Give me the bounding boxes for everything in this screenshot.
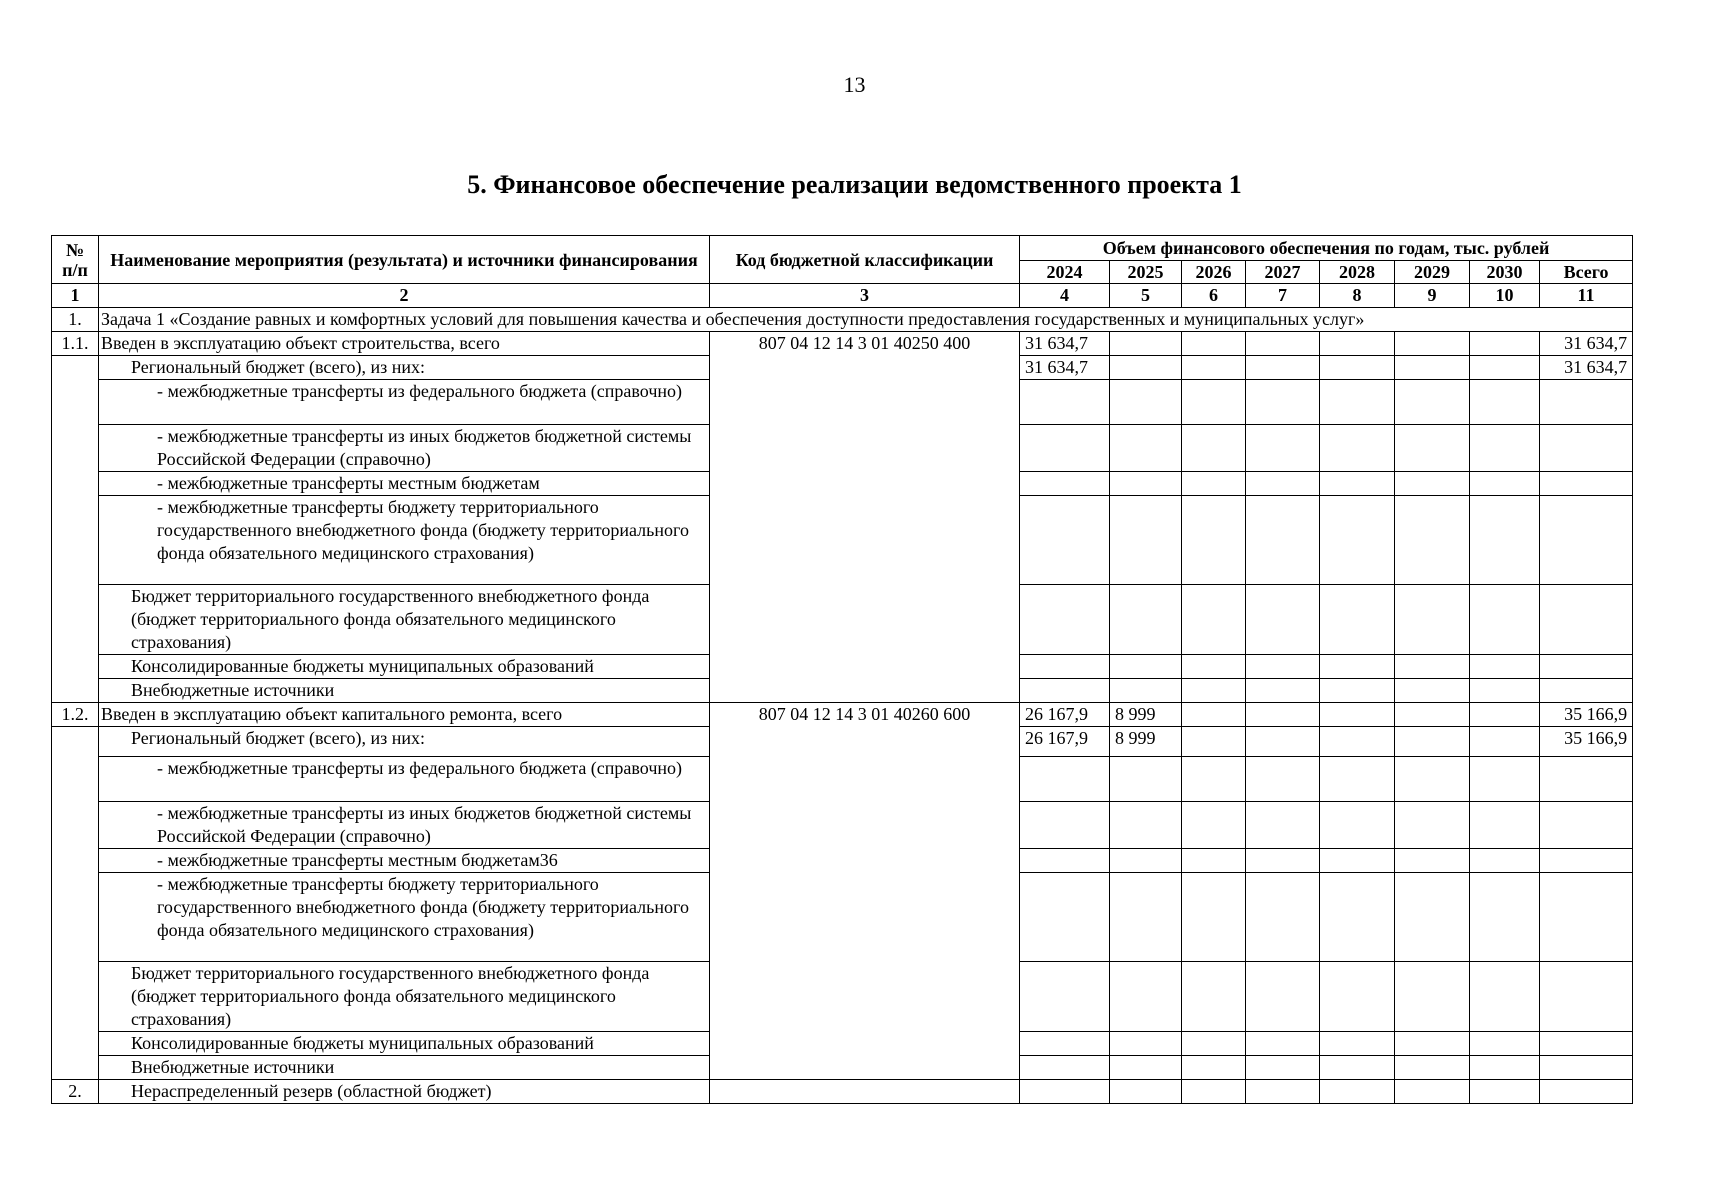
budget-code: 807 04 12 14 3 01 40250 400 <box>710 332 1020 703</box>
value-cell <box>1246 496 1320 585</box>
row-label: - межбюджетные трансферты бюджету территориального государственного внебюджетного фонда (бюджету территориального фонда обязательного медицинского страхования) <box>99 873 710 962</box>
value-total <box>1540 472 1633 496</box>
value-cell <box>1395 425 1470 472</box>
value-cell <box>1020 1056 1110 1080</box>
value-cell <box>1395 1056 1470 1080</box>
value-cell <box>1020 849 1110 873</box>
value-cell: 26 167,9 <box>1020 727 1110 757</box>
value-cell <box>1320 585 1395 655</box>
row-label: Внебюджетные источники <box>99 679 710 703</box>
value-cell <box>1246 1056 1320 1080</box>
task-num: 1. <box>52 308 99 332</box>
value-cell <box>1320 425 1395 472</box>
value-cell <box>1395 332 1470 356</box>
value-cell <box>1182 802 1246 849</box>
value-cell <box>1020 802 1110 849</box>
value-cell <box>1110 496 1182 585</box>
value-cell <box>1320 962 1395 1032</box>
value-cell <box>1470 703 1540 727</box>
value-cell <box>1246 332 1320 356</box>
row-label: Консолидированные бюджеты муниципальных образований <box>99 1032 710 1056</box>
value-cell <box>1110 356 1182 380</box>
row-num: 2. <box>52 1080 99 1104</box>
value-cell <box>1395 380 1470 425</box>
row-num: 1.1. <box>52 332 99 356</box>
row-label: Введен в эксплуатацию объект строительства, всего <box>99 332 710 356</box>
empty-cell <box>1470 1080 1540 1104</box>
header-volume: Объем финансового обеспечения по годам, тыс. рублей <box>1020 236 1633 261</box>
column-number: 6 <box>1182 284 1246 308</box>
value-cell <box>1470 356 1540 380</box>
empty-cell <box>1320 1080 1395 1104</box>
header-year: 2026 <box>1182 261 1246 284</box>
financing-table <box>51 235 1633 1104</box>
value-cell <box>1182 655 1246 679</box>
value-cell <box>1320 873 1395 962</box>
value-cell <box>1320 472 1395 496</box>
row-label: - межбюджетные трансферты местным бюджетам <box>99 472 710 496</box>
value-cell <box>1110 472 1182 496</box>
value-total <box>1540 849 1633 873</box>
value-cell <box>1395 496 1470 585</box>
value-cell <box>1246 585 1320 655</box>
value-cell <box>1320 1032 1395 1056</box>
column-number: 11 <box>1540 284 1633 308</box>
empty-cell <box>1246 1080 1320 1104</box>
value-cell <box>1182 380 1246 425</box>
value-cell <box>1110 655 1182 679</box>
value-cell <box>1395 802 1470 849</box>
header-total: Всего <box>1540 261 1633 284</box>
row-label: - межбюджетные трансферты из иных бюджетов бюджетной системы Российской Федерации (справочно) <box>99 802 710 849</box>
header-year: 2028 <box>1320 261 1395 284</box>
value-cell <box>1246 472 1320 496</box>
value-cell <box>1470 585 1540 655</box>
value-cell <box>1110 1032 1182 1056</box>
header-name: Наименование мероприятия (результата) и источники финансирования <box>99 236 710 284</box>
value-cell <box>1020 873 1110 962</box>
value-cell <box>1020 962 1110 1032</box>
value-total: 31 634,7 <box>1540 332 1633 356</box>
row-label: - межбюджетные трансферты местным бюджетам36 <box>99 849 710 873</box>
column-number: 3 <box>710 284 1020 308</box>
value-cell <box>1320 380 1395 425</box>
empty-cell <box>1395 1080 1470 1104</box>
value-cell <box>1395 703 1470 727</box>
value-cell <box>1182 585 1246 655</box>
value-total <box>1540 585 1633 655</box>
value-cell <box>1020 425 1110 472</box>
value-cell <box>1182 496 1246 585</box>
value-total <box>1540 962 1633 1032</box>
row-label: Введен в эксплуатацию объект капитального ремонта, всего <box>99 703 710 727</box>
value-cell <box>1246 849 1320 873</box>
value-cell <box>1182 849 1246 873</box>
value-cell <box>1470 849 1540 873</box>
column-number: 7 <box>1246 284 1320 308</box>
value-cell <box>1110 1056 1182 1080</box>
row-label: - межбюджетные трансферты из федерального бюджета (справочно) <box>99 757 710 802</box>
empty-cell <box>1020 1080 1110 1104</box>
value-cell <box>1470 802 1540 849</box>
value-cell <box>1020 655 1110 679</box>
value-cell <box>1020 496 1110 585</box>
value-cell: 31 634,7 <box>1020 356 1110 380</box>
table-row <box>52 703 1633 727</box>
header-year: 2029 <box>1395 261 1470 284</box>
value-total <box>1540 496 1633 585</box>
value-cell <box>1246 873 1320 962</box>
value-cell <box>1182 703 1246 727</box>
value-cell <box>1470 727 1540 757</box>
value-cell <box>1320 727 1395 757</box>
value-cell <box>1246 703 1320 727</box>
row-label: Региональный бюджет (всего), из них: <box>99 356 710 380</box>
value-cell <box>1320 703 1395 727</box>
value-cell <box>1395 757 1470 802</box>
value-cell <box>1470 1032 1540 1056</box>
row-label: Бюджет территориального государственного внебюджетного фонда (бюджет территориального фонда обязательного медицинского страхования) <box>99 962 710 1032</box>
value-cell <box>1395 1032 1470 1056</box>
value-total <box>1540 425 1633 472</box>
value-cell <box>1395 849 1470 873</box>
page-number: 13 <box>843 72 866 97</box>
empty-num-cell <box>52 727 99 1080</box>
value-cell <box>1020 1032 1110 1056</box>
empty-cell <box>1182 1080 1246 1104</box>
value-cell <box>1110 332 1182 356</box>
value-total <box>1540 757 1633 802</box>
value-cell <box>1110 873 1182 962</box>
value-cell <box>1395 655 1470 679</box>
value-cell <box>1182 962 1246 1032</box>
value-cell <box>1320 356 1395 380</box>
value-cell <box>1246 380 1320 425</box>
column-number: 2 <box>99 284 710 308</box>
empty-cell <box>1540 1080 1633 1104</box>
value-cell <box>1470 655 1540 679</box>
value-total <box>1540 655 1633 679</box>
value-cell <box>1246 655 1320 679</box>
value-cell <box>1020 679 1110 703</box>
value-cell <box>1395 472 1470 496</box>
value-cell <box>1470 873 1540 962</box>
header-code: Код бюджетной классификации <box>710 236 1020 284</box>
value-total <box>1540 380 1633 425</box>
value-cell <box>1470 425 1540 472</box>
value-cell <box>1020 472 1110 496</box>
value-cell <box>1320 496 1395 585</box>
value-cell <box>1470 962 1540 1032</box>
value-cell <box>1020 757 1110 802</box>
value-cell <box>1246 425 1320 472</box>
value-cell <box>1182 332 1246 356</box>
value-cell <box>1246 679 1320 703</box>
value-cell <box>1470 332 1540 356</box>
header-num: № п/п <box>52 236 99 284</box>
row-label: - межбюджетные трансферты из федерального бюджета (справочно) <box>99 380 710 425</box>
value-cell <box>1182 425 1246 472</box>
value-total <box>1540 802 1633 849</box>
value-cell <box>1182 356 1246 380</box>
value-cell <box>1110 802 1182 849</box>
reserve-row <box>52 1080 1633 1104</box>
value-cell <box>1182 679 1246 703</box>
header-year: 2025 <box>1110 261 1182 284</box>
empty-num-cell <box>52 356 99 703</box>
value-cell <box>1395 962 1470 1032</box>
row-label: Бюджет территориального государственного внебюджетного фонда (бюджет территориального фонда обязательного медицинского страхования) <box>99 585 710 655</box>
value-cell <box>1110 585 1182 655</box>
row-label: Нераспределенный резерв (областной бюджет) <box>99 1080 710 1104</box>
value-cell <box>1470 757 1540 802</box>
page-title: 5. Финансовое обеспечение реализации ведомственного проекта 1 <box>467 170 1242 199</box>
column-number: 8 <box>1320 284 1395 308</box>
empty-cell <box>710 1080 1020 1104</box>
value-cell <box>1320 1056 1395 1080</box>
value-cell <box>1246 727 1320 757</box>
value-cell <box>1395 679 1470 703</box>
value-total: 35 166,9 <box>1540 703 1633 727</box>
column-number: 1 <box>52 284 99 308</box>
value-cell <box>1020 585 1110 655</box>
row-label: Внебюджетные источники <box>99 1056 710 1080</box>
value-total: 35 166,9 <box>1540 727 1633 757</box>
value-cell <box>1470 1056 1540 1080</box>
value-cell <box>1246 962 1320 1032</box>
column-number: 4 <box>1020 284 1110 308</box>
value-cell <box>1246 1032 1320 1056</box>
value-total <box>1540 679 1633 703</box>
value-cell <box>1395 873 1470 962</box>
value-cell: 26 167,9 <box>1020 703 1110 727</box>
value-cell <box>1320 802 1395 849</box>
value-cell <box>1395 585 1470 655</box>
task-text: Задача 1 «Создание равных и комфортных условий для повышения качества и обеспечения доступности предоставления государственных и муниципальных услуг» <box>99 308 1633 332</box>
value-cell <box>1110 380 1182 425</box>
value-cell <box>1110 679 1182 703</box>
value-cell <box>1110 425 1182 472</box>
value-cell <box>1182 873 1246 962</box>
value-cell <box>1395 727 1470 757</box>
value-cell <box>1182 1056 1246 1080</box>
row-label: Региональный бюджет (всего), из них: <box>99 727 710 757</box>
value-cell: 31 634,7 <box>1020 332 1110 356</box>
value-cell <box>1110 757 1182 802</box>
value-cell <box>1320 332 1395 356</box>
value-cell <box>1110 962 1182 1032</box>
value-cell <box>1246 802 1320 849</box>
value-cell <box>1182 757 1246 802</box>
row-num: 1.2. <box>52 703 99 727</box>
value-cell <box>1320 655 1395 679</box>
row-label: - межбюджетные трансферты бюджету территориального государственного внебюджетного фонда (бюджету территориального фонда обязательного медицинского страхования) <box>99 496 710 585</box>
value-cell <box>1320 849 1395 873</box>
value-cell <box>1246 757 1320 802</box>
value-cell <box>1182 727 1246 757</box>
header-year: 2030 <box>1470 261 1540 284</box>
value-cell <box>1395 356 1470 380</box>
value-total <box>1540 1032 1633 1056</box>
value-cell: 8 999 <box>1110 703 1182 727</box>
empty-cell <box>1110 1080 1182 1104</box>
value-cell: 8 999 <box>1110 727 1182 757</box>
value-cell <box>1110 849 1182 873</box>
value-cell <box>1470 679 1540 703</box>
value-cell <box>1470 496 1540 585</box>
value-cell <box>1470 472 1540 496</box>
table-row <box>52 332 1633 356</box>
value-total <box>1540 1056 1633 1080</box>
value-cell <box>1020 380 1110 425</box>
value-cell <box>1320 679 1395 703</box>
row-label: Консолидированные бюджеты муниципальных образований <box>99 655 710 679</box>
value-cell <box>1320 757 1395 802</box>
row-label: - межбюджетные трансферты из иных бюджетов бюджетной системы Российской Федерации (справочно) <box>99 425 710 472</box>
column-number: 5 <box>1110 284 1182 308</box>
value-cell <box>1182 472 1246 496</box>
value-cell <box>1246 356 1320 380</box>
task-row <box>52 308 1633 332</box>
header-year: 2027 <box>1246 261 1320 284</box>
column-number: 10 <box>1470 284 1540 308</box>
header-year: 2024 <box>1020 261 1110 284</box>
value-cell <box>1470 380 1540 425</box>
value-cell <box>1182 1032 1246 1056</box>
budget-code: 807 04 12 14 3 01 40260 600 <box>710 703 1020 1080</box>
value-total: 31 634,7 <box>1540 356 1633 380</box>
column-number: 9 <box>1395 284 1470 308</box>
value-total <box>1540 873 1633 962</box>
